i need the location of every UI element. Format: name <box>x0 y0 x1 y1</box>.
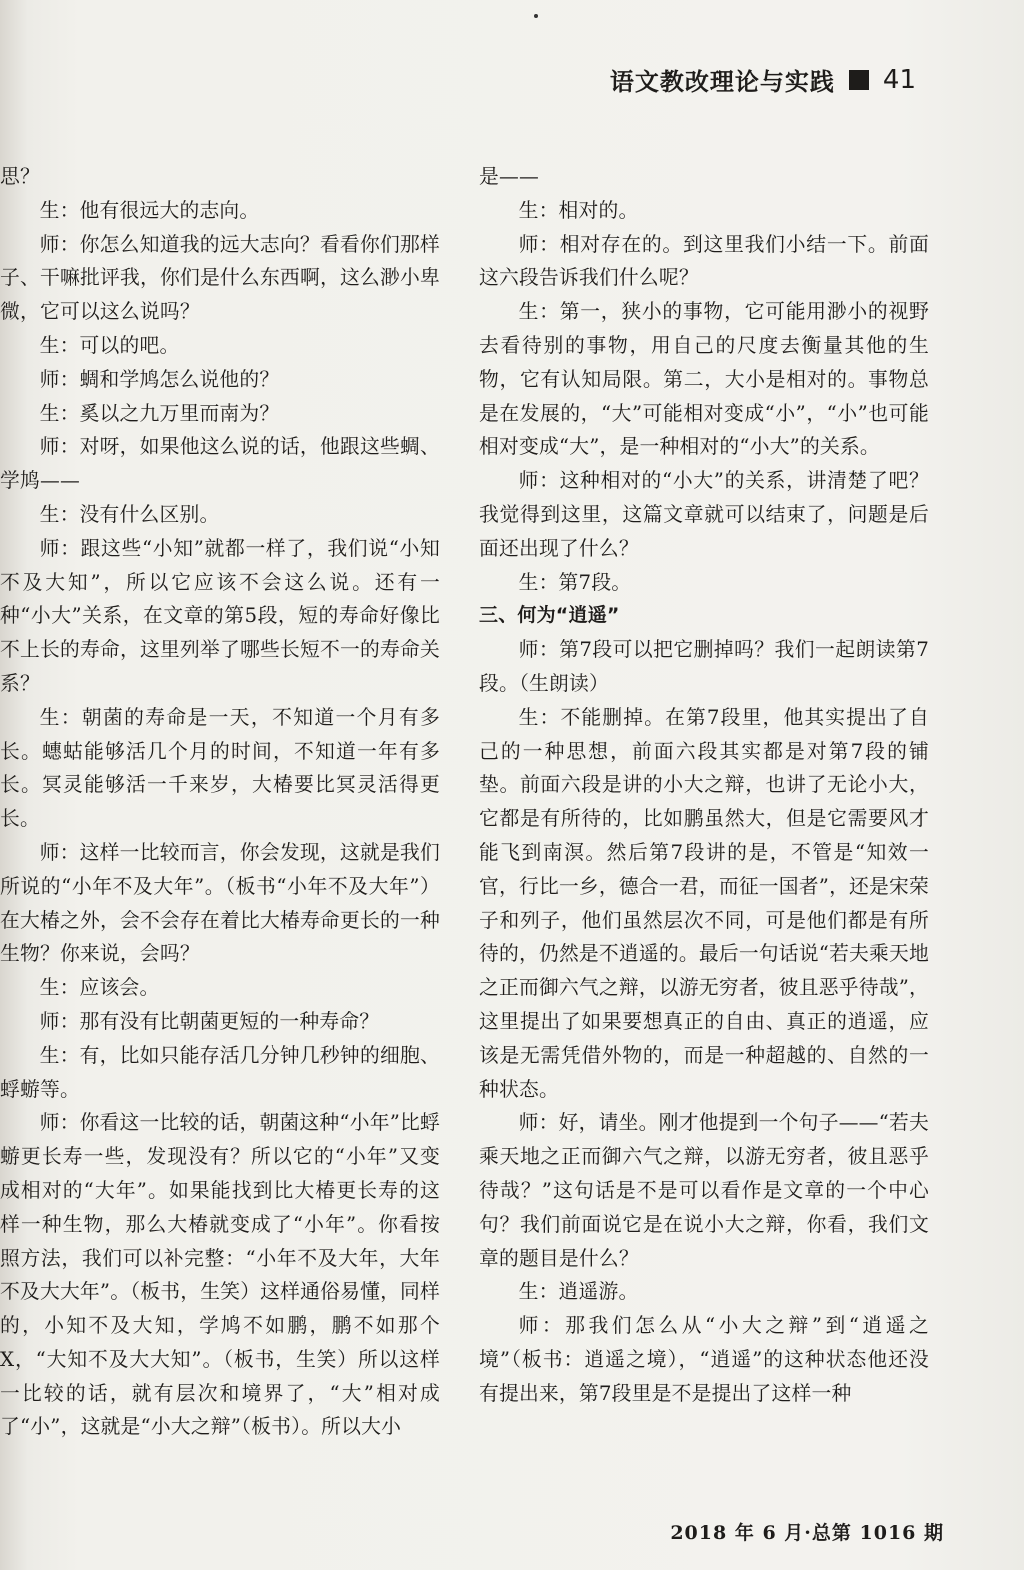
paragraph: 生：应该会。 <box>39 976 160 1000</box>
right-column <box>479 160 929 1410</box>
paragraph: 师：蜩和学鸠怎么说他的？ <box>39 367 280 391</box>
black-square-marker <box>849 70 869 90</box>
page-number: 41 <box>882 64 916 95</box>
paragraph: 生：可以的吧。 <box>39 333 180 357</box>
paragraph: 师：这种相对的“小大”的关系，讲清楚了吧？我觉得到这里，这篇文章就可以结束了，问题是后面还出现了什么？ <box>479 469 929 560</box>
left-column <box>0 160 440 1444</box>
paragraph: 师：跟这些“小知”就都一样了，我们说“小知不及大知”，所以它应该不会这么说。还有一种“小大”关系，在文章的第5段，短的寿命好像比不上长的寿命，这里列举了哪些长短不一的寿命关系？ <box>0 536 440 695</box>
paragraph: 师：好，请坐。刚才他提到一个句子——“若夫乘天地之正而御六气之辩，以游无穷者，彼且恶乎待哉？”这句话是不是可以看作是文章的一个中心句？我们前面说它是在说小大之辩，你看，我们文章的题目是什么？ <box>479 1111 929 1270</box>
paragraph: 师：那我们怎么从“小大之辩”到“逍遥之境”（板书：逍遥之境），“逍遥”的这种状态他还没有提出来，第7段里是不是提出了这样一种 <box>479 1314 929 1405</box>
paragraph: 师：对呀，如果他这么说的话，他跟这些蜩、学鸠—— <box>0 435 440 493</box>
paragraph: 生：他有很远大的志向。 <box>39 198 260 222</box>
paragraph: 是—— <box>479 165 539 188</box>
paragraph: 生：第一，狭小的事物，它可能用渺小的视野去看待别的事物，用自己的尺度去衡量其他的生物，它有认知局限。第二，大小是相对的。事物总是在发展的，“大”可能相对变成“小”，“小”也可能相对变成“大”，是一种相对的“小大”的关系。 <box>479 300 929 459</box>
paragraph: 师：你怎么知道我的远大志向？看看你们那样子、干嘛批评我，你们是什么东西啊，这么渺小卑微，它可以这么说吗？ <box>0 232 440 324</box>
paragraph: 思？ <box>0 165 40 188</box>
paragraph: 生：第7段。 <box>518 570 632 594</box>
print-speck <box>534 14 538 18</box>
paragraph: 师：这样一比较而言，你会发现，这就是我们所说的“小年不及大年”。（板书“小年不及大年”）在大椿之外，会不会存在着比大椿寿命更长的一种生物？你来说，会吗？ <box>0 840 440 966</box>
journal-title: 语文教改理论与实践 <box>609 68 835 96</box>
paragraph: 生：有，比如只能存活几分钟几秒钟的细胞、蜉蝣等。 <box>0 1043 440 1101</box>
paragraph: 生：朝菌的寿命是一天，不知道一个月有多长。蟪蛄能够活几个月的时间，不知道一年有多长。冥灵能够活一千来岁，大椿要比冥灵活得更长。 <box>0 705 440 831</box>
paragraph: 生：逍遥游。 <box>518 1280 639 1304</box>
paragraph: 师：那有没有比朝菌更短的一种寿命？ <box>39 1009 380 1033</box>
paragraph: 师：你看这一比较的话，朝菌这种“小年”比蜉蝣更长寿一些，发现没有？所以它的“小年”又变成相对的“大年”。如果能找到比大椿更长寿的这样一种生物，那么大椿就变成了“小年”。你看按照方法，我们可以补完整：“小年不及大年，大年不及大大年”。（板书，生笑）这样通俗易懂，同样的，小知不及大知，学鸠不如鹏，鹏不如那个X，“大知不及大大知”。（板书，生笑）所以这样一比较的话，就有层次和境界了，“大”相对成了“小”，这就是“小大之辩”（板书）。所以大小 <box>0 1111 441 1439</box>
paragraph: 生：没有什么区别。 <box>39 502 220 526</box>
paragraph: 生：相对的。 <box>518 198 639 222</box>
paragraph: 师：相对存在的。到这里我们小结一下。前面这六段告诉我们什么呢？ <box>479 232 929 290</box>
section-heading: 三、何为“逍遥” <box>479 604 620 627</box>
paragraph: 生：不能删掉。在第7段里，他其实提出了自己的一种思想，前面六段其实都是对第7段的铺垫。前面六段是讲的小大之辩，也讲了无论小大，它都是有所待的，比如鹏虽然大，但是它需要风才能飞到南溟。然后第7段讲的是，不管是“知效一官，行比一乡，德合一君，而征一国者”，还是宋荣子和列子，他们虽然层次不同，可是他们都是有所待的，仍然是不逍遥的。最后一句话说“若夫乘天地之正而御六气之辩，以游无穷者，彼且恶乎待哉”，这里提出了如果要想真正的自由、真正的逍遥，应该是无需凭借外物的，而是一种超越的、自然的一种状态。 <box>479 705 929 1101</box>
paragraph: 生：奚以之九万里而南为？ <box>39 401 280 425</box>
issue-footer: 2018 年 6 月·总第 1016 期 <box>670 1522 944 1544</box>
running-header <box>610 62 916 97</box>
paragraph: 师：第7段可以把它删掉吗？我们一起朗读第7段。（生朗读） <box>479 638 929 695</box>
